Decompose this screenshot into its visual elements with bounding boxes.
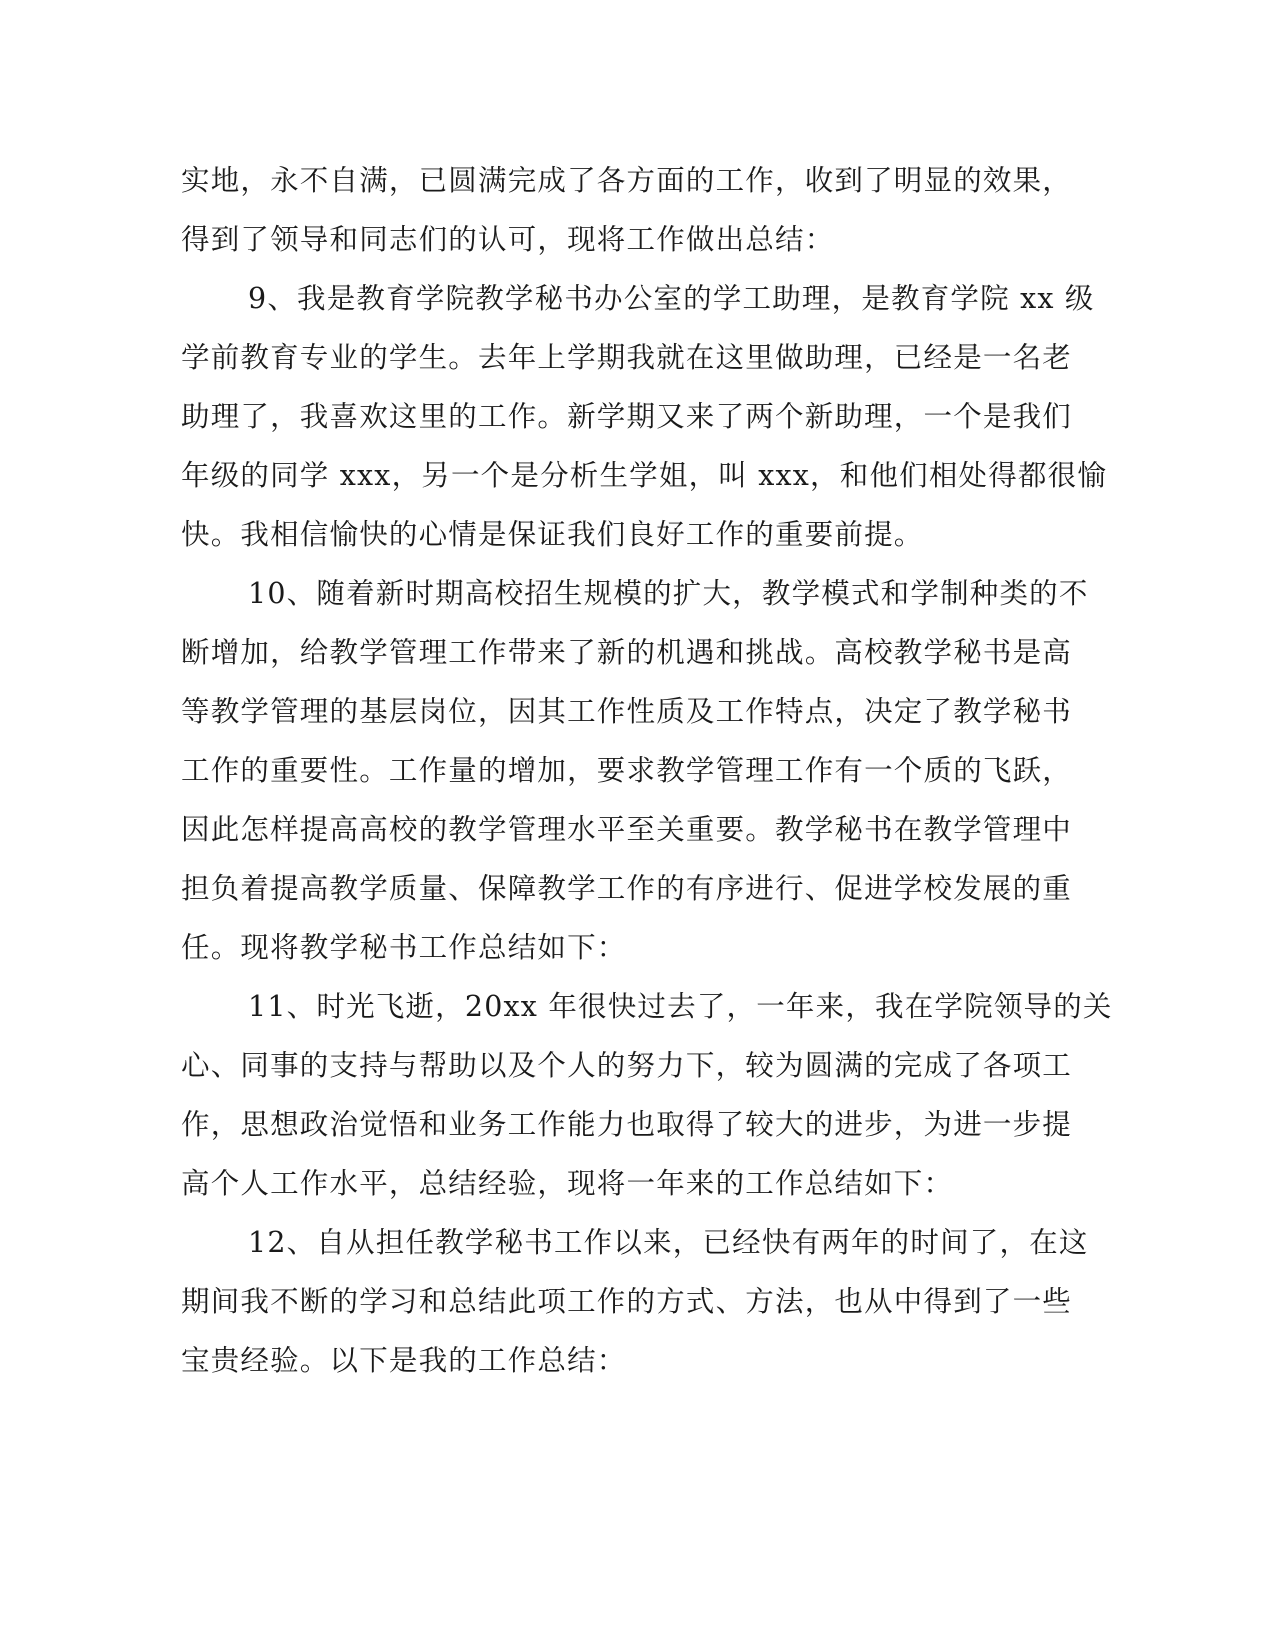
text-line: 快。我相信愉快的心情是保证我们良好工作的重要前提。 [181,518,924,551]
text-line: 工作的重要性。工作量的增加，要求教学管理工作有一个质的飞跃， [181,754,1073,787]
text-line: 高个人工作水平，总结经验，现将一年来的工作总结如下： [181,1167,954,1200]
text-line: 因此怎样提高高校的教学管理水平至关重要。教学秘书在教学管理中 [181,813,1073,846]
text-line: 断增加，给教学管理工作带来了新的机遇和挑战。高校教学秘书是高 [181,636,1073,669]
text-line: 实地，永不自满，已圆满完成了各方面的工作，收到了明显的效果， [181,164,1073,197]
paragraph-12-first-line: 12、自从担任教学秘书工作以来，已经快有两年的时间了，在这 [248,1226,1089,1259]
text-line: 担负着提高教学质量、保障教学工作的有序进行、促进学校发展的重 [181,872,1073,905]
paragraph-11-first-line: 11、时光飞逝，20xx 年很快过去了，一年来，我在学院领导的关 [248,990,1113,1023]
text-line: 任。现将教学秘书工作总结如下： [181,931,627,964]
paragraph-9-first-line: 9、我是教育学院教学秘书办公室的学工助理，是教育学院 xx 级 [248,282,1095,315]
text-line: 学前教育专业的学生。去年上学期我就在这里做助理，已经是一名老 [181,341,1073,374]
text-line: 作，思想政治觉悟和业务工作能力也取得了较大的进步，为进一步提 [181,1108,1073,1141]
text-line: 得到了领导和同志们的认可，现将工作做出总结： [181,223,835,256]
text-line: 宝贵经验。以下是我的工作总结： [181,1344,627,1377]
text-line: 心、同事的支持与帮助以及个人的努力下，较为圆满的完成了各项工 [181,1049,1073,1082]
paragraph-10-first-line: 10、随着新时期高校招生规模的扩大，教学模式和学制种类的不 [248,577,1089,610]
text-line: 年级的同学 xxx，另一个是分析生学姐，叫 xxx，和他们相处得都很愉 [181,459,1108,492]
text-line: 期间我不断的学习和总结此项工作的方式、方法，也从中得到了一些 [181,1285,1073,1318]
text-line: 等教学管理的基层岗位，因其工作性质及工作特点，决定了教学秘书 [181,695,1073,728]
text-line: 助理了，我喜欢这里的工作。新学期又来了两个新助理，一个是我们 [181,400,1073,433]
